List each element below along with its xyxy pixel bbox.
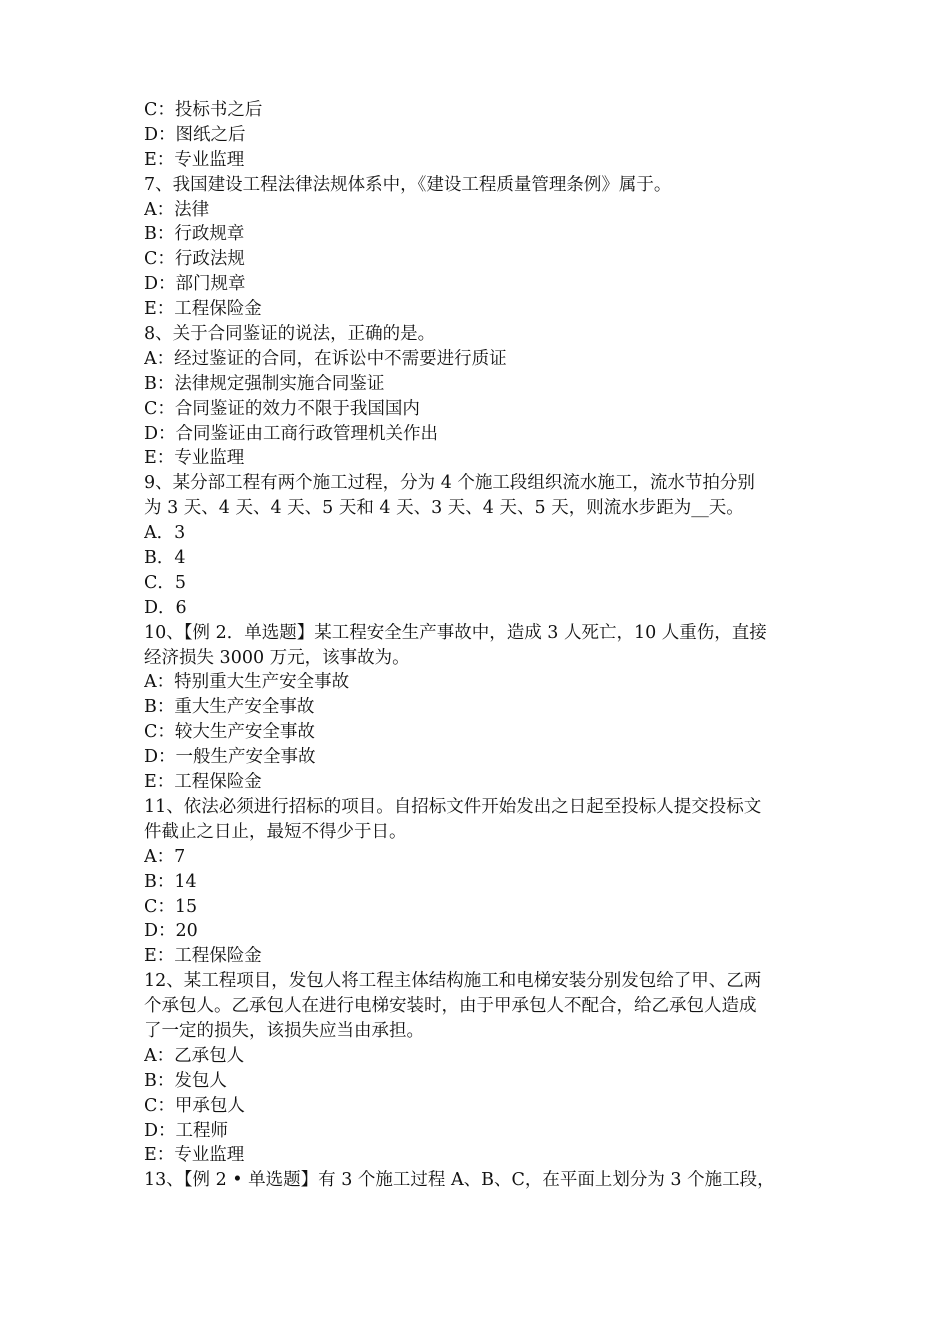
answer-option xyxy=(144,372,812,397)
text-line: 7、我国建设工程法律法规体系中，《建设工程质量管理条例》属于。 xyxy=(144,174,672,195)
answer-option xyxy=(144,546,812,571)
answer-option xyxy=(144,895,812,920)
text-line: 11、依法必须进行招标的项目。自招标文件开始发出之日起至投标人提交投标文 xyxy=(144,796,762,817)
text-line: C：投标书之后 xyxy=(144,100,263,120)
text-line: B．4 xyxy=(144,548,186,569)
answer-option xyxy=(144,148,812,173)
text-line: 8、关于合同鉴证的说法，正确的是。 xyxy=(144,324,436,345)
text-line: C：行政法规 xyxy=(144,249,245,270)
answer-option xyxy=(144,596,812,621)
answer-option xyxy=(144,297,812,322)
text-line: E：工程保险金 xyxy=(144,772,262,793)
answer-option xyxy=(144,521,812,546)
text-line: E：工程保险金 xyxy=(144,299,262,320)
text-line: 了一定的损失，该损失应当由承担。 xyxy=(144,1020,424,1041)
answer-option xyxy=(144,845,812,870)
text-line: 经济损失 3000 万元，该事故为。 xyxy=(144,647,410,668)
text-line: E：专业监理 xyxy=(144,149,245,170)
text-line: E：专业监理 xyxy=(144,1145,245,1166)
answer-option xyxy=(144,198,812,223)
text-line: 12、某工程项目，发包人将工程主体结构施工和电梯安装分别发包给了甲、乙两 xyxy=(144,971,762,992)
text-line: 件截止之日止，最短不得少于日。 xyxy=(144,821,407,842)
answer-option xyxy=(144,571,812,596)
text-line: B：14 xyxy=(144,871,197,892)
answer-option xyxy=(144,695,812,720)
text-line: D：图纸之后 xyxy=(144,124,246,145)
answer-option xyxy=(144,446,812,471)
text-line: D．6 xyxy=(144,597,187,618)
text-line: C：甲承包人 xyxy=(144,1095,245,1116)
answer-option xyxy=(144,422,812,447)
text-line: 13、【例 2 • 单选题】有 3 个施工过程 A、B、C，在平面上划分为 3 个施工段， xyxy=(144,1170,775,1191)
question-stem xyxy=(144,969,812,1044)
answer-option xyxy=(144,397,812,422)
answer-option xyxy=(144,222,812,247)
answer-option xyxy=(144,919,812,944)
text-line: D：工程师 xyxy=(144,1120,229,1141)
answer-option xyxy=(144,98,812,123)
question-stem xyxy=(144,1168,812,1193)
answer-option xyxy=(144,1069,812,1094)
text-line: A．3 xyxy=(144,523,186,544)
text-line: C．5 xyxy=(144,572,187,593)
answer-option xyxy=(144,944,812,969)
answer-option xyxy=(144,272,812,297)
text-line: 个承包人。乙承包人在进行电梯安装时，由于甲承包人不配合，给乙承包人造成 xyxy=(144,996,757,1017)
question-stem xyxy=(144,322,812,347)
text-line: 9、某分部工程有两个施工过程，分为 4 个施工段组织流水施工，流水节拍分别 xyxy=(144,473,755,494)
text-line: B：重大生产安全事故 xyxy=(144,697,315,718)
text-line: A：经过鉴证的合同，在诉讼中不需要进行质证 xyxy=(144,348,507,369)
text-line: D：部门规章 xyxy=(144,274,246,295)
answer-option xyxy=(144,1094,812,1119)
text-line: A：乙承包人 xyxy=(144,1045,245,1066)
answer-option xyxy=(144,123,812,148)
text-line: C：较大生产安全事故 xyxy=(144,722,315,743)
document-body xyxy=(144,98,812,1193)
text-line: E：工程保险金 xyxy=(144,946,262,967)
answer-option xyxy=(144,770,812,795)
question-stem xyxy=(144,173,812,198)
answer-option xyxy=(144,670,812,695)
text-line: D：一般生产安全事故 xyxy=(144,747,316,768)
text-line: A：7 xyxy=(144,846,186,867)
text-line: A：特别重大生产安全事故 xyxy=(144,672,350,693)
text-line: B：法律规定强制实施合同鉴证 xyxy=(144,373,385,394)
answer-option xyxy=(144,720,812,745)
text-line: 为 3 天、4 天、4 天、5 天和 4 天、3 天、4 天、5 天，则流水步距为__天。 xyxy=(144,498,744,519)
question-stem xyxy=(144,471,812,521)
text-line: B：发包人 xyxy=(144,1070,227,1091)
text-line: C：15 xyxy=(144,896,198,917)
answer-option xyxy=(144,870,812,895)
question-stem xyxy=(144,795,812,845)
question-stem xyxy=(144,621,812,671)
text-line: 10、【例 2．单选题】某工程安全生产事故中，造成 3 人死亡，10 人重伤，直接 xyxy=(144,622,767,643)
answer-option xyxy=(144,247,812,272)
answer-option xyxy=(144,1044,812,1069)
answer-option xyxy=(144,347,812,372)
text-line: E：专业监理 xyxy=(144,448,245,469)
text-line: D：合同鉴证由工商行政管理机关作出 xyxy=(144,423,439,444)
answer-option xyxy=(144,1143,812,1168)
text-line: C：合同鉴证的效力不限于我国国内 xyxy=(144,398,420,419)
text-line: A：法律 xyxy=(144,199,210,220)
answer-option xyxy=(144,745,812,770)
answer-option xyxy=(144,1119,812,1144)
text-line: B：行政规章 xyxy=(144,224,245,245)
text-line: D：20 xyxy=(144,921,198,942)
